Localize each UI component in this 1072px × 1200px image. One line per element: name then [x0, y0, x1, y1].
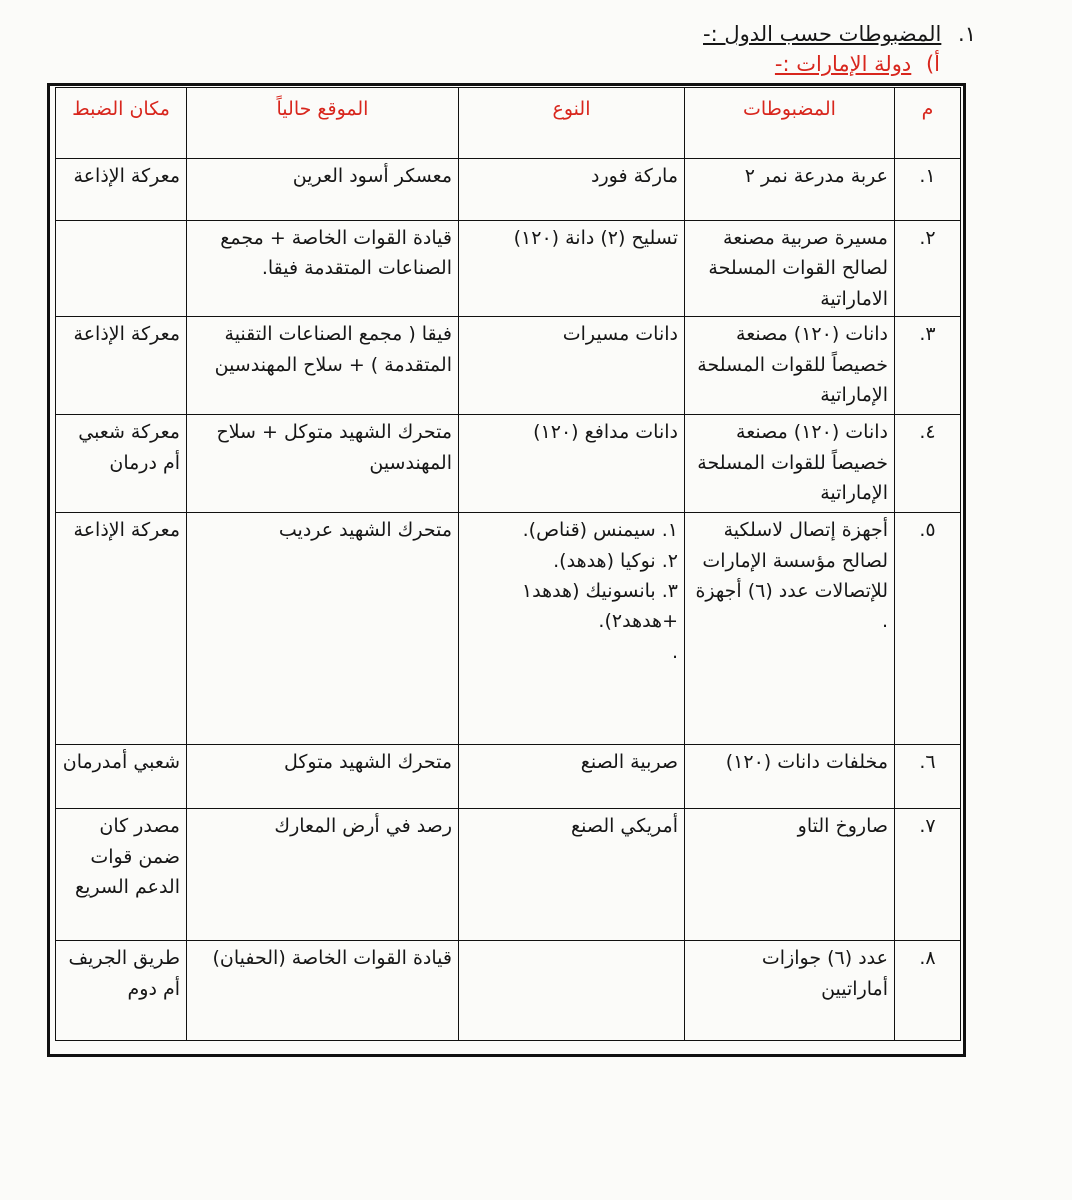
location-cell: قيادة القوات الخاصة (الحفيان) — [187, 941, 459, 1041]
type-cell — [459, 941, 685, 1041]
table-row — [56, 809, 961, 941]
type-cell: أمريكي الصنع — [459, 809, 685, 941]
seized-cell: عربة مدرعة نمر ٢ — [685, 159, 895, 221]
table-row — [56, 221, 961, 317]
subsection-letter: أ) — [925, 52, 940, 76]
row-number: ٣. — [895, 317, 961, 415]
subsection-title: دولة الإمارات :- — [774, 52, 912, 76]
place-cell: معركة الإذاعة — [56, 317, 187, 415]
type-cell — [459, 513, 685, 745]
table-row — [56, 159, 961, 221]
subsection-heading — [775, 52, 940, 76]
place-cell: معركة الإذاعة — [56, 159, 187, 221]
location-cell: فيقا ( مجمع الصناعات التقنية المتقدمة ) + سلاح المهندسين — [187, 317, 459, 415]
row-number: ٥. — [895, 513, 961, 745]
header-index: م — [895, 88, 961, 159]
seized-cell: دانات (١٢٠) مصنعة خصيصاً للقوات المسلحة الإماراتية — [685, 415, 895, 513]
location-cell: رصد في أرض المعارك — [187, 809, 459, 941]
row-number: ٢. — [895, 221, 961, 317]
table-header-row — [56, 88, 961, 159]
table-row — [56, 745, 961, 809]
seized-cell: دانات (١٢٠) مصنعة خصيصاً للقوات المسلحة الإماراتية — [685, 317, 895, 415]
location-cell: متحرك الشهيد عرديب — [187, 513, 459, 745]
type-line: ٣. بانسونيك (هدهد١ +هدهد٢). — [521, 579, 678, 633]
table-row — [56, 317, 961, 415]
table-row — [56, 513, 961, 745]
row-number: ٧. — [895, 809, 961, 941]
place-cell: شعبي أمدرمان — [56, 745, 187, 809]
row-number: ٦. — [895, 745, 961, 809]
header-place: مكان الضبط — [56, 88, 187, 159]
seized-items-table — [55, 87, 961, 1041]
row-number: ٤. — [895, 415, 961, 513]
type-line: ١. سيمنس (قناص). — [522, 519, 678, 542]
section-heading — [703, 22, 976, 46]
seized-cell: عدد (٦) جوازات أماراتيين — [685, 941, 895, 1041]
type-cell: صربية الصنع — [459, 745, 685, 809]
place-cell: مصدر كان ضمن قوات الدعم السريع — [56, 809, 187, 941]
type-line: . — [671, 640, 678, 663]
type-cell: ماركة فورد — [459, 159, 685, 221]
row-number: ٨. — [895, 941, 961, 1041]
seized-cell: صاروخ التاو — [685, 809, 895, 941]
section-number: ١. — [958, 22, 976, 46]
seized-cell: مخلفات دانات (١٢٠) — [685, 745, 895, 809]
place-cell: معركة الإذاعة — [56, 513, 187, 745]
place-cell: معركة شعبي أم درمان — [56, 415, 187, 513]
type-cell: دانات مسيرات — [459, 317, 685, 415]
type-line: ٢. نوكيا (هدهد). — [553, 549, 678, 572]
header-seized: المضبوطات — [685, 88, 895, 159]
header-location: الموقع حالياً — [187, 88, 459, 159]
seized-cell: أجهزة إتصال لاسلكية لصالح مؤسسة الإمارات للإتصالات عدد (٦) أجهزة . — [685, 513, 895, 745]
table-row — [56, 415, 961, 513]
location-cell: متحرك الشهيد متوكل — [187, 745, 459, 809]
place-cell — [56, 221, 187, 317]
table-row — [56, 941, 961, 1041]
location-cell: معسكر أسود العرين — [187, 159, 459, 221]
place-cell: طريق الجريف أم دوم — [56, 941, 187, 1041]
location-cell: قيادة القوات الخاصة + مجمع الصناعات المتقدمة فيقا. — [187, 221, 459, 317]
header-type: النوع — [459, 88, 685, 159]
seized-cell: مسيرة صربية مصنعة لصالح القوات المسلحة الاماراتية — [685, 221, 895, 317]
location-cell: متحرك الشهيد متوكل + سلاح المهندسين — [187, 415, 459, 513]
section-title: المضبوطات حسب الدول :- — [703, 22, 942, 46]
type-cell: دانات مدافع (١٢٠) — [459, 415, 685, 513]
row-number: ١. — [895, 159, 961, 221]
type-cell: تسليح (٢) دانة (١٢٠) — [459, 221, 685, 317]
